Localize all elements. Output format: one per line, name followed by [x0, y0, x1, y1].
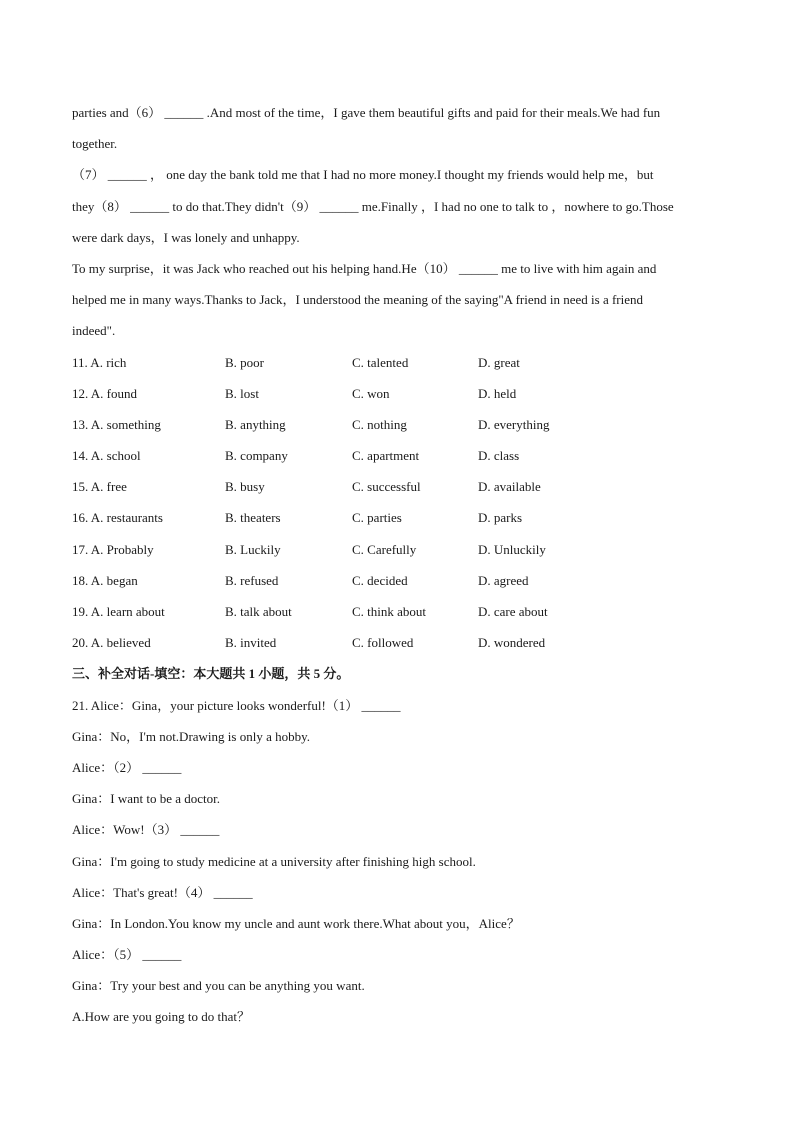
option-c: C. apartment [352, 448, 420, 464]
option-b: B. busy [225, 479, 265, 495]
section-title: 三、补全对话-填空：本大题共 1 小题，共 5 分。 [72, 666, 350, 682]
option-a: 14. A. school [72, 448, 141, 464]
passage-line: indeed". [72, 323, 116, 339]
passage-line: they（8） ______ to do that.They didn't（9） ______ me.Finally ，I had no one to talk to ，nowhere to go.Those [72, 198, 674, 214]
option-c: C. nothing [352, 416, 407, 432]
option-c: C. parties [352, 510, 402, 526]
option-a: 18. A. began [72, 572, 138, 588]
dialogue-line: Alice：（5） ______ [72, 947, 182, 963]
option-a: 17. A. Probably [72, 541, 154, 557]
option-c: C. successful [352, 479, 421, 495]
question-row [72, 627, 722, 658]
question-row [72, 565, 722, 596]
dialogue-line: Alice：（2） ______ [72, 759, 182, 775]
option-a: 16. A. restaurants [72, 510, 163, 526]
question-row [72, 440, 722, 471]
option-b: B. theaters [225, 510, 281, 526]
option-a: 13. A. something [72, 416, 161, 432]
option-a: 15. A. free [72, 479, 127, 495]
option-d: D. class [478, 448, 520, 464]
dialogue-line: A.How are you going to do that？ [72, 1009, 251, 1025]
option-d: D. Unluckily [478, 541, 546, 557]
option-b: B. company [225, 448, 288, 464]
option-d: D. available [478, 479, 541, 495]
option-c: C. won [352, 385, 390, 401]
dialogue-line: Alice：That's great!（4） ______ [72, 884, 253, 900]
option-a: 11. A. rich [72, 354, 127, 370]
dialogue-line: Alice：Wow!（3） ______ [72, 822, 220, 838]
dialogue-line: 21. Alice：Gina，your picture looks wonderful!（1） ______ [72, 697, 401, 713]
question-row [72, 471, 722, 502]
option-b: B. Luckily [225, 541, 281, 557]
question-row [72, 502, 722, 533]
passage-line: helped me in many ways.Thanks to Jack，I understood the meaning of the saying"A friend in need is a friend [72, 292, 644, 308]
option-a: 12. A. found [72, 385, 137, 401]
document-content [72, 97, 722, 1033]
option-b: B. lost [225, 385, 259, 401]
option-c: C. think about [352, 604, 427, 619]
option-d: D. care about [478, 604, 548, 619]
passage-line: parties and（6） ______ .And most of the time，I gave them beautiful gifts and paid for their meals.We had fun [72, 105, 661, 120]
option-c: C. decided [352, 572, 408, 588]
passage-line: （7） ______ ， one day the bank told me that I had no more money.I thought my friends would help me，but [72, 167, 654, 183]
option-a: 19. A. learn about [72, 604, 165, 619]
option-b: B. invited [225, 635, 277, 651]
passage-line: were dark days，I was lonely and unhappy. [72, 229, 300, 245]
dialogue-line: Gina：Try your best and you can be anything you want. [72, 978, 365, 994]
option-b: B. refused [225, 572, 279, 588]
option-a: 20. A. believed [72, 635, 151, 651]
option-c: C. followed [352, 635, 414, 651]
option-b: B. anything [225, 416, 286, 432]
question-row [72, 596, 722, 627]
passage-line: To my surprise，it was Jack who reached out his helping hand.He（10） ______ me to live with him again and [72, 260, 657, 276]
dialogue-line: Gina：No，I'm not.Drawing is only a hobby. [72, 728, 310, 744]
option-b: B. talk about [225, 604, 292, 619]
dialogue-line: Gina：I want to be a doctor. [72, 791, 221, 807]
option-d: D. parks [478, 510, 523, 526]
passage [72, 97, 722, 347]
option-d: D. great [478, 354, 520, 370]
dialogue-line: Gina：In London.You know my uncle and aunt work there.What about you，Alice？ [72, 915, 520, 931]
option-d: D. agreed [478, 572, 529, 588]
question-list [72, 347, 722, 659]
question-row [72, 347, 722, 378]
question-row [72, 378, 722, 409]
passage-line: together. [72, 136, 118, 152]
question-row [72, 534, 722, 565]
question-row [72, 409, 722, 440]
dialogue-line: Gina：I'm going to study medicine at a university after finishing high school. [72, 853, 476, 869]
option-d: D. held [478, 385, 517, 401]
option-c: C. Carefully [352, 541, 417, 557]
option-c: C. talented [352, 354, 409, 370]
option-d: D. wondered [478, 635, 546, 651]
dialogue [72, 690, 722, 1033]
option-d: D. everything [478, 416, 550, 432]
option-b: B. poor [225, 354, 264, 370]
